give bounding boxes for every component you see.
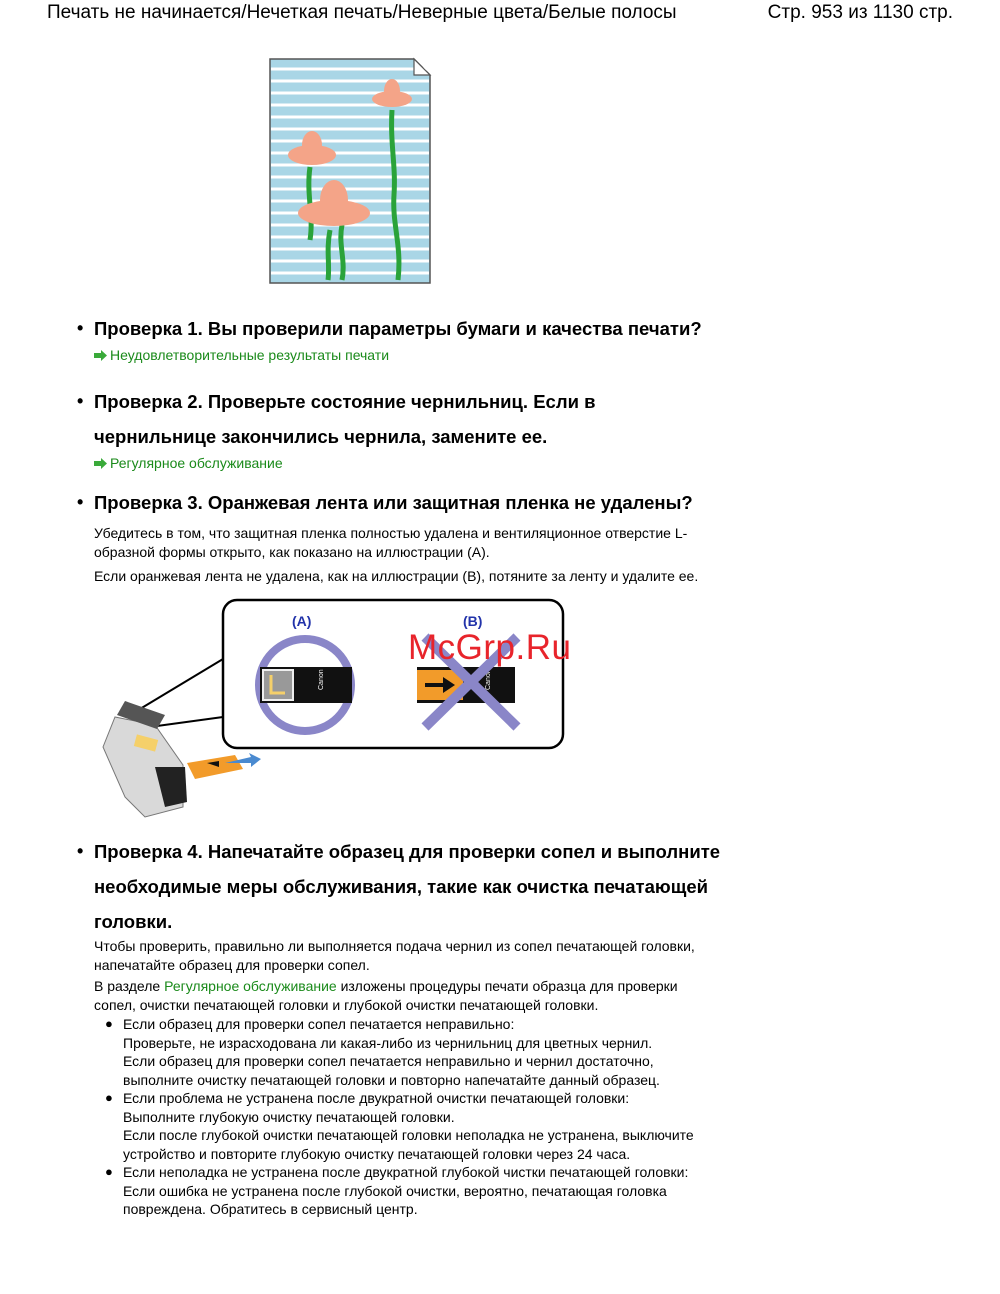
check-4-title: • Проверка 4. Напечатайте образец для проверки сопел и выполните (77, 841, 721, 862)
check-3 (77, 485, 777, 586)
striped-print-illustration (266, 55, 434, 287)
check-4 (77, 834, 777, 1015)
link-unsatisfactory-results[interactable]: Неудовлетворительные результаты печати (77, 346, 777, 364)
list-item: ● Если проблема не устранена после двукратной очистки печатающей головки: Выполните глубокую очистку печатающей головки. Если после глубокой очистки печатающей головки неполадка не устранена, выключите устройство и повторите глубокую очистку печатающей головки через 24 часа. (105, 1090, 694, 1162)
inline-link-regular-maintenance[interactable]: Регулярное обслуживание (164, 978, 337, 994)
check-2 (77, 384, 777, 472)
check-4-paragraph-2: В разделе Регулярное обслуживание изложены процедуры печати образца для проверки сопел, очистки печатающей головки и глубокой очистки печатающей головки. (94, 978, 678, 1013)
header-title: Печать не начинается/Нечеткая печать/Неверные цвета/Белые полосы (47, 2, 677, 23)
check-4-paragraph-1: Чтобы проверить, правильно ли выполняется подача чернил из сопел печатающей головки, напечатайте образец для проверки сопел. (94, 938, 695, 973)
check-2-title: • Проверка 2. Проверьте состояние чернильниц. Если в (77, 391, 596, 412)
brand-b: Canon (485, 669, 492, 690)
arrow-right-icon (94, 350, 108, 361)
label-a: (A) (292, 613, 312, 629)
list-item: ● Если образец для проверки сопел печатается неправильно: Проверьте, не израсходована ли какая-либо из чернильниц для цветных чернил. Если образец для проверки сопел печатается неправильно и чернил достаточно, выполните очистку печатающей головки и повторно напечатайте данный образец. (105, 1016, 660, 1088)
list-item: ● Если неполадка не устранена после двукратной глубокой чистки печатающей головки: Если ошибка не устранена после глубокой очистки, вероятно, печатающая головка повреждена. Обратитесь в сервисный центр. (105, 1164, 689, 1217)
brand-a: Canon (318, 669, 325, 690)
watermark: McGrp.Ru (408, 628, 572, 667)
link-regular-maintenance[interactable]: Регулярное обслуживание (77, 454, 777, 472)
check-4-steps (105, 1015, 755, 1219)
check-1 (77, 311, 777, 364)
check-4-title-end: головки. (94, 911, 173, 932)
check-3-paragraph-2: Если оранжевая лента не удалена, как на иллюстрации (B), потяните за ленту и удалите ее. (94, 568, 699, 584)
label-b: (B) (463, 613, 483, 629)
check-2-title-cont: чернильнице закончились чернила, замените ее. (94, 426, 548, 447)
check-3-title: • Проверка 3. Оранжевая лента или защитная пленка не удалены? (77, 492, 693, 513)
page-counter: Стр. 953 из 1130 стр. (767, 2, 953, 23)
arrow-right-icon (94, 458, 108, 469)
check-3-paragraph-1: Убедитесь в том, что защитная пленка полностью удалена и вентиляционное отверстие L- образной формы открыто, как показано на иллюстрации (A). (94, 525, 688, 560)
check-4-title-cont: необходимые меры обслуживания, такие как очистка печатающей (94, 876, 708, 897)
check-1-title: • Проверка 1. Вы проверили параметры бумаги и качества печати? (77, 318, 702, 339)
